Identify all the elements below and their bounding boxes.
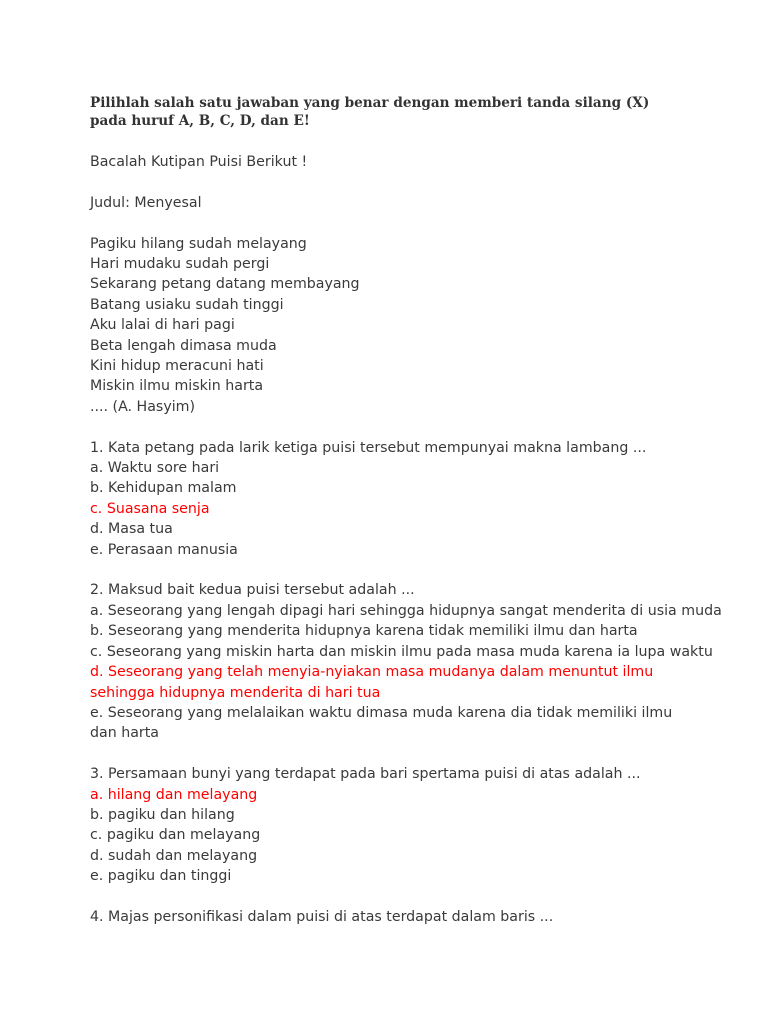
answer-option: b. Seseorang yang menderita hidupnya karena tidak memiliki ilmu dan harta <box>90 623 638 640</box>
poem-line: Miskin ilmu miskin harta <box>90 378 264 395</box>
answer-option: a. Waktu sore hari <box>90 460 220 477</box>
poem-line: Kini hidup meracuni hati <box>90 358 264 375</box>
poem-line: Pagiku hilang sudah melayang <box>90 235 307 252</box>
document-page <box>90 94 722 948</box>
question-text: 3. Persamaan bunyi yang terdapat pada bari spertama puisi di atas adalah ... <box>90 766 641 783</box>
poem-author: .... (A. Hasyim) <box>90 398 196 415</box>
question-text: 1. Kata petang pada larik ketiga puisi tersebut mempunyai makna lambang ... <box>90 439 647 456</box>
question-3 <box>90 764 690 886</box>
answer-option: c. Seseorang yang miskin harta dan miskin ilmu pada masa muda karena ia lupa waktu <box>90 643 713 660</box>
poem <box>90 234 690 418</box>
answer-option: e. pagiku dan tinggi <box>90 868 232 885</box>
answer-option: b. pagiku dan hilang <box>90 806 235 823</box>
poem-line: Beta lengah dimasa muda <box>90 337 277 354</box>
answer-option: d. sudah dan melayang <box>90 847 258 864</box>
answer-option: d. Masa tua <box>90 521 173 538</box>
answer-option: b. Kehidupan malam <box>90 480 237 497</box>
poem-line: Hari mudaku sudah pergi <box>90 256 270 272</box>
answer-option: e. Perasaan manusia <box>90 541 238 558</box>
correct-answer-option: d. Seseorang yang telah menyia-nyiakan masa mudanya dalam menuntut ilmu sehingga hidupnya menderita di hari tua <box>90 664 654 701</box>
title-block <box>90 193 690 213</box>
poem-line: Batang usiaku sudah tinggi <box>90 296 284 313</box>
answer-option: e. Seseorang yang melalaikan waktu dimasa muda karena dia tidak memiliki ilmu dan harta <box>90 704 673 742</box>
answer-option: a. Seseorang yang lengah dipagi hari sehingga hidupnya sangat menderita di usia muda <box>90 602 722 619</box>
poem-line: Sekarang petang datang membayang <box>90 276 360 293</box>
question-text: 2. Maksud bait kedua puisi tersebut adalah ... <box>90 582 415 599</box>
question-text: 4. Majas personifikasi dalam puisi di atas terdapat dalam baris ... <box>90 908 554 925</box>
intro-text: Bacalah Kutipan Puisi Berikut ! <box>90 154 308 170</box>
correct-answer-option: a. hilang dan melayang <box>90 786 258 803</box>
poem-line: Aku lalai di hari pagi <box>90 317 235 334</box>
intro-block <box>90 152 690 172</box>
question-4 <box>90 907 690 927</box>
question-1 <box>90 438 690 560</box>
instruction-text: Pilihlah salah satu jawaban yang benar dengan memberi tanda silang (X) pada huruf A, B, C, D, dan E! <box>90 95 650 129</box>
poem-title: Judul: Menyesal <box>90 194 202 211</box>
correct-answer-option: c. Suasana senja <box>90 500 210 517</box>
question-2 <box>90 580 722 743</box>
answer-option: c. pagiku dan melayang <box>90 827 261 844</box>
